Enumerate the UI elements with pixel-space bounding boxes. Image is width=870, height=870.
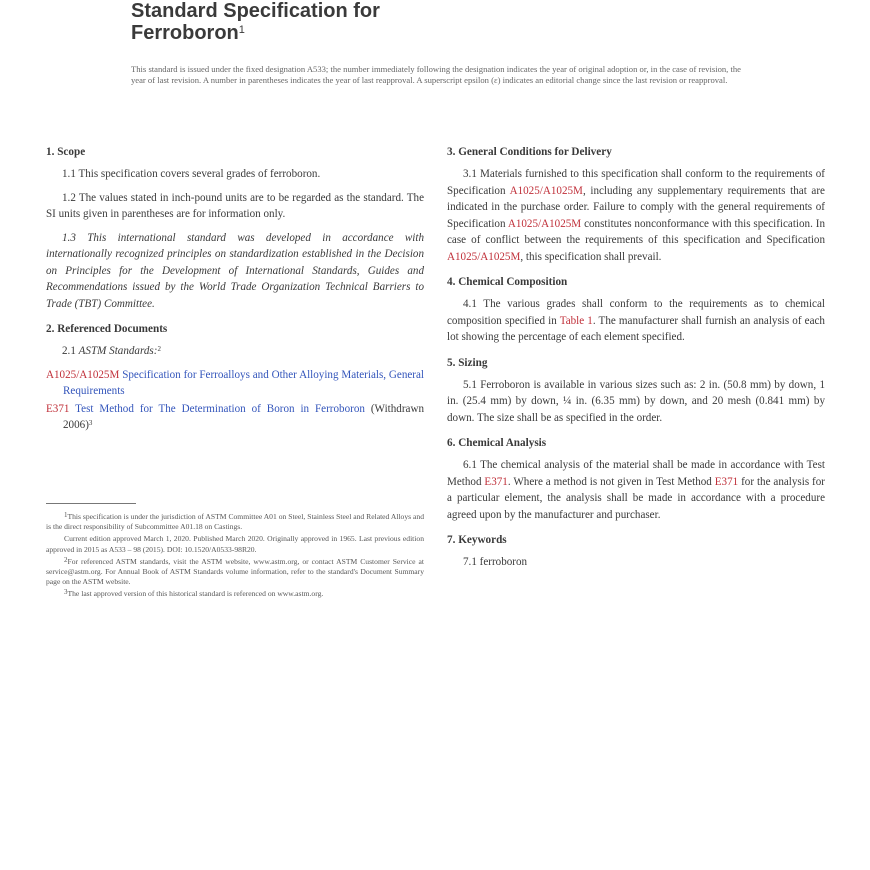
paragraph-text: , this specification shall prevail. <box>520 250 662 263</box>
paragraph-2-1-number: 2.1 <box>62 345 79 357</box>
paragraph-2-1 <box>46 343 424 360</box>
reference-code-link[interactable]: E371 <box>46 402 70 415</box>
right-column <box>447 140 825 578</box>
test-method-link[interactable]: E371 <box>714 475 739 488</box>
footnote-1-marker: 1 <box>64 511 68 519</box>
footnote-3-marker: 3 <box>64 588 68 597</box>
astm-standards-label: ASTM Standards: <box>78 345 158 357</box>
title-line-1: Standard Specification for <box>131 0 380 22</box>
section-heading-scope: 1. Scope <box>46 146 86 158</box>
reference-title-link[interactable]: Specification for Ferroalloys and Other Alloying Materials, General Requirements <box>63 368 424 397</box>
paragraph-4-1 <box>447 296 825 346</box>
title-footnote-marker[interactable]: 1 <box>238 24 245 36</box>
paragraph-3-1 <box>447 166 825 265</box>
paragraph-1-1: 1.1 This specification covers several grades of ferroboron. <box>62 168 321 180</box>
footnote-3-text: The last approved version of this historical standard is referenced on www.astm.org. <box>67 589 324 599</box>
footnote-2 <box>46 557 424 588</box>
paragraph-text: 4.1 The various grades shall conform to the requirements as to chemical composition specified in <box>447 298 825 327</box>
table-link[interactable]: Table 1 <box>559 314 593 327</box>
paragraph-6-1 <box>447 457 825 523</box>
footnote-marker-3[interactable]: 3 <box>88 419 93 427</box>
paragraph-text: 6.1 The chemical analysis of the material shall be made in accordance with Test Method <box>447 459 825 488</box>
document-title <box>131 0 380 44</box>
section-heading-chemical-analysis: 6. Chemical Analysis <box>447 437 547 449</box>
reference-title-link[interactable]: Test Method for The Determination of Boron in Ferroboron <box>69 402 365 415</box>
section-heading-referenced-documents: 2. Referenced Documents <box>46 323 168 335</box>
reference-a1025 <box>46 367 424 400</box>
spec-link[interactable]: A1025/A1025M <box>507 217 582 230</box>
footnote-3 <box>46 589 424 599</box>
footnote-1b: Current edition approved March 1, 2020. Published March 2020. Originally approved in 1965. Last previous edition approved in 2015 as A533 – 98 (2015). DOI: 10.1520/A0533-98R20. <box>46 534 424 554</box>
section-heading-chemical-composition: 4. Chemical Composition <box>447 276 568 288</box>
section-heading-keywords: 7. Keywords <box>447 534 507 546</box>
spec-link[interactable]: A1025/A1025M <box>447 250 521 263</box>
footnote-marker-2[interactable]: 2 <box>157 345 161 353</box>
reference-e371 <box>46 401 424 434</box>
footnote-divider <box>46 503 136 504</box>
footnote-2-text: For referenced ASTM standards, visit the ASTM website, www.astm.org, or contact ASTM Customer Service at service@astm.org. For Annual Book of ASTM Standards volume information, refer to the standard's Document Summary page on the ASTM website. <box>46 556 424 587</box>
footnote-2-marker: 2 <box>64 555 68 564</box>
footnote-1 <box>46 512 424 532</box>
footnote-1-text: This specification is under the jurisdiction of ASTM Committee A01 on Steel, Stainless Steel and Related Alloys and is the direct responsibility of Subcommittee A01.18 on Castings. <box>46 512 424 532</box>
paragraph-text: . The manufacturer shall furnish an analysis of each lot showing the percentage of each element specified. <box>447 314 825 343</box>
paragraph-7-1: 7.1 ferroboron <box>463 556 528 568</box>
section-heading-sizing: 5. Sizing <box>447 356 488 369</box>
paragraph-text: constitutes nonconformance with this specification. In case of conflict between the requirements of this specification and Specification <box>447 217 826 246</box>
paragraph-5-1: 5.1 Ferroboron is available in various sizes such as: 2 in. (50.8 mm) by down, 1 in. (25.4 mm) by down, ¼ in. (6.35 mm) by down, and 20 mesh (0.841 mm) by down. The size shall be as specified in the order. <box>447 378 825 424</box>
withdrawn-note: (Withdrawn 2006) <box>63 402 424 431</box>
designation-notice: This standard is issued under the fixed designation A533; the number immediately following the designation indicates the year of original adoption or, in the case of revision, the year of last revision. A number in parentheses indicates the year of last reapproval. A superscript epsilon (ε) indicates an editorial change since the last revision or reapproval. <box>131 64 741 85</box>
test-method-link[interactable]: E371 <box>484 475 508 488</box>
footnotes <box>46 512 424 602</box>
paragraph-text: 3.1 Materials furnished to this specification shall conform to the requirements of Specification <box>447 168 825 197</box>
paragraph-1-3: 1.3 This international standard was developed in accordance with internationally recognized principles on standardization established in the Decision on Principles for the Development of International Standards, Guides and Recommendations issued by the World Trade Organization Technical Barriers to Trade (TBT) Committee. <box>46 231 424 310</box>
paragraph-text: for the analysis for a particular element, the analysis shall be made in accordance with a procedure agreed upon by the manufacturer and purchaser. <box>447 475 825 521</box>
reference-code-link[interactable]: A1025/A1025M <box>46 368 120 381</box>
left-column <box>46 140 424 435</box>
section-heading-general-conditions: 3. General Conditions for Delivery <box>447 146 612 158</box>
paragraph-1-2: 1.2 The values stated in inch-pound units are to be regarded as the standard. The SI units given in parentheses are for information only. <box>46 191 424 220</box>
paragraph-text: , including any supplementary requirements that are indicated in the purchase order. Failure to comply with the general requirements of Specification <box>447 184 825 230</box>
title-line-2: Ferroboron <box>131 22 239 44</box>
spec-link[interactable]: A1025/A1025M <box>509 184 583 197</box>
paragraph-text: . Where a method is not given in Test Method <box>507 475 715 488</box>
